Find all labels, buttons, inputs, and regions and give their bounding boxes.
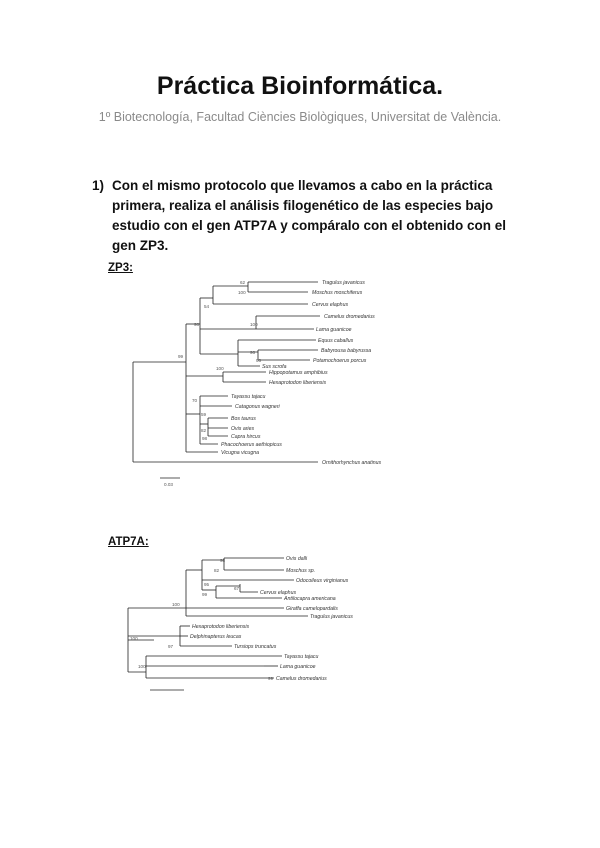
atp7a-bootstrap-value: 98 — [220, 558, 226, 563]
zp3-taxon-label: Phacochoerus aethiopicus — [221, 442, 282, 448]
atp7a-bootstrap-value: 82 — [214, 568, 220, 573]
question-number: 1) — [92, 178, 105, 193]
zp3-bootstrap-value: 59 — [201, 412, 207, 417]
zp3-bootstrap-value: 100 — [216, 366, 224, 371]
zp3-bootstrap-value: 100 — [238, 290, 246, 295]
zp3-taxon-label: Sus scrofa — [262, 364, 287, 370]
zp3-bootstrap-value: 99 — [178, 354, 184, 359]
zp3-bootstrap-value: 96 — [250, 350, 256, 355]
atp7a-bootstrap-value: 100 — [138, 664, 146, 669]
atp7a-bootstrap-value: 99 — [202, 592, 208, 597]
zp3-taxon-label: Hippopotamus amphibius — [269, 370, 328, 376]
atp7a-bootstrap-value: 100 — [130, 636, 138, 641]
zp3-scale-label: 0.03 — [164, 482, 173, 487]
atp7a-phylogenetic-tree — [124, 550, 374, 704]
page-subtitle: 1º Biotecnología, Facultad Ciències Biològiques, Universitat de València. — [98, 110, 502, 124]
atp7a-taxon-label: Moschus sp. — [286, 568, 316, 574]
zp3-taxon-label: Tragulus javanicus — [322, 280, 365, 286]
atp7a-bootstrap-value: 100 — [172, 602, 180, 607]
zp3-taxon-label: Capra hircus — [231, 434, 261, 440]
atp7a-section-label: ATP7A: — [108, 536, 149, 548]
atp7a-bootstrap-value: 97 — [168, 644, 174, 649]
zp3-taxon-label: Cervus elaphus — [312, 302, 349, 308]
zp3-taxon-label: Ovis aries — [231, 426, 255, 432]
atp7a-taxon-label: Odocoileus virginianus — [296, 578, 349, 584]
atp7a-taxon-label: Ovis dalli — [286, 556, 308, 562]
question-text: Con el mismo protocolo que llevamos a cabo en la práctica primera, realiza el análisis filogenético de las especies bajo estudio con el gen ATP7A y compáralo con el obtenido con el gen ZP3. — [112, 178, 507, 253]
zp3-section-label: ZP3: — [108, 262, 133, 274]
zp3-phylogenetic-tree — [128, 274, 388, 488]
zp3-taxon-label: Vicugna vicugna — [221, 450, 259, 456]
atp7a-taxon-label: Cervus elaphus — [260, 590, 297, 596]
atp7a-bootstrap-value: 99 — [268, 676, 274, 681]
atp7a-taxon-label: Lama guanicoe — [280, 664, 316, 670]
atp7a-taxon-label: Tragulus javanicus — [310, 614, 353, 620]
zp3-taxon-label: Bos taurus — [231, 416, 256, 422]
zp3-taxon-label: Camelus dromedarius — [324, 314, 375, 320]
question-1 — [92, 176, 522, 256]
atp7a-bootstrap-value: 67 — [234, 586, 240, 591]
zp3-bootstrap-value: 70 — [192, 398, 198, 403]
zp3-bootstrap-value: 54 — [204, 304, 210, 309]
atp7a-taxon-label: Tayassu tajacu — [284, 654, 319, 660]
page-title: Práctica Bioinformática. — [156, 72, 444, 100]
zp3-taxon-label: Tayassu tajacu — [231, 394, 266, 400]
zp3-taxon-label: Potamochoerus porcus — [313, 358, 367, 364]
atp7a-taxon-label: Tursiops truncatus — [234, 644, 277, 650]
zp3-bootstrap-value: 98 — [202, 436, 208, 441]
zp3-taxon-label: Ornithorhynchus anatinus — [322, 460, 382, 466]
zp3-taxon-label: Moschus moschiferus — [312, 290, 363, 296]
zp3-taxon-label: Babyrousa babyrussa — [321, 348, 372, 354]
zp3-bootstrap-value: 62 — [240, 280, 246, 285]
atp7a-taxon-label: Hexaprotodon liberiensis — [192, 624, 250, 630]
atp7a-taxon-label: Antilocapra americana — [284, 596, 336, 602]
zp3-taxon-label: Equus caballus — [318, 338, 354, 344]
zp3-taxon-label: Catagonus wagneri — [235, 404, 280, 410]
zp3-taxon-label: Lama guanicoe — [316, 327, 352, 333]
atp7a-taxon-label: Giraffa camelopardalis — [286, 606, 338, 612]
zp3-taxon-label: Hexaprotodon liberiensis — [269, 380, 327, 386]
zp3-bootstrap-value: 98 — [194, 322, 200, 327]
zp3-bootstrap-value: 96 — [256, 358, 262, 363]
atp7a-taxon-label: Camelus dromedarius — [276, 676, 327, 682]
atp7a-bootstrap-value: 95 — [204, 582, 210, 587]
zp3-bootstrap-value: 100 — [250, 322, 258, 327]
atp7a-taxon-label: Delphinapterus leucas — [190, 634, 242, 640]
zp3-bootstrap-value: 82 — [201, 428, 207, 433]
